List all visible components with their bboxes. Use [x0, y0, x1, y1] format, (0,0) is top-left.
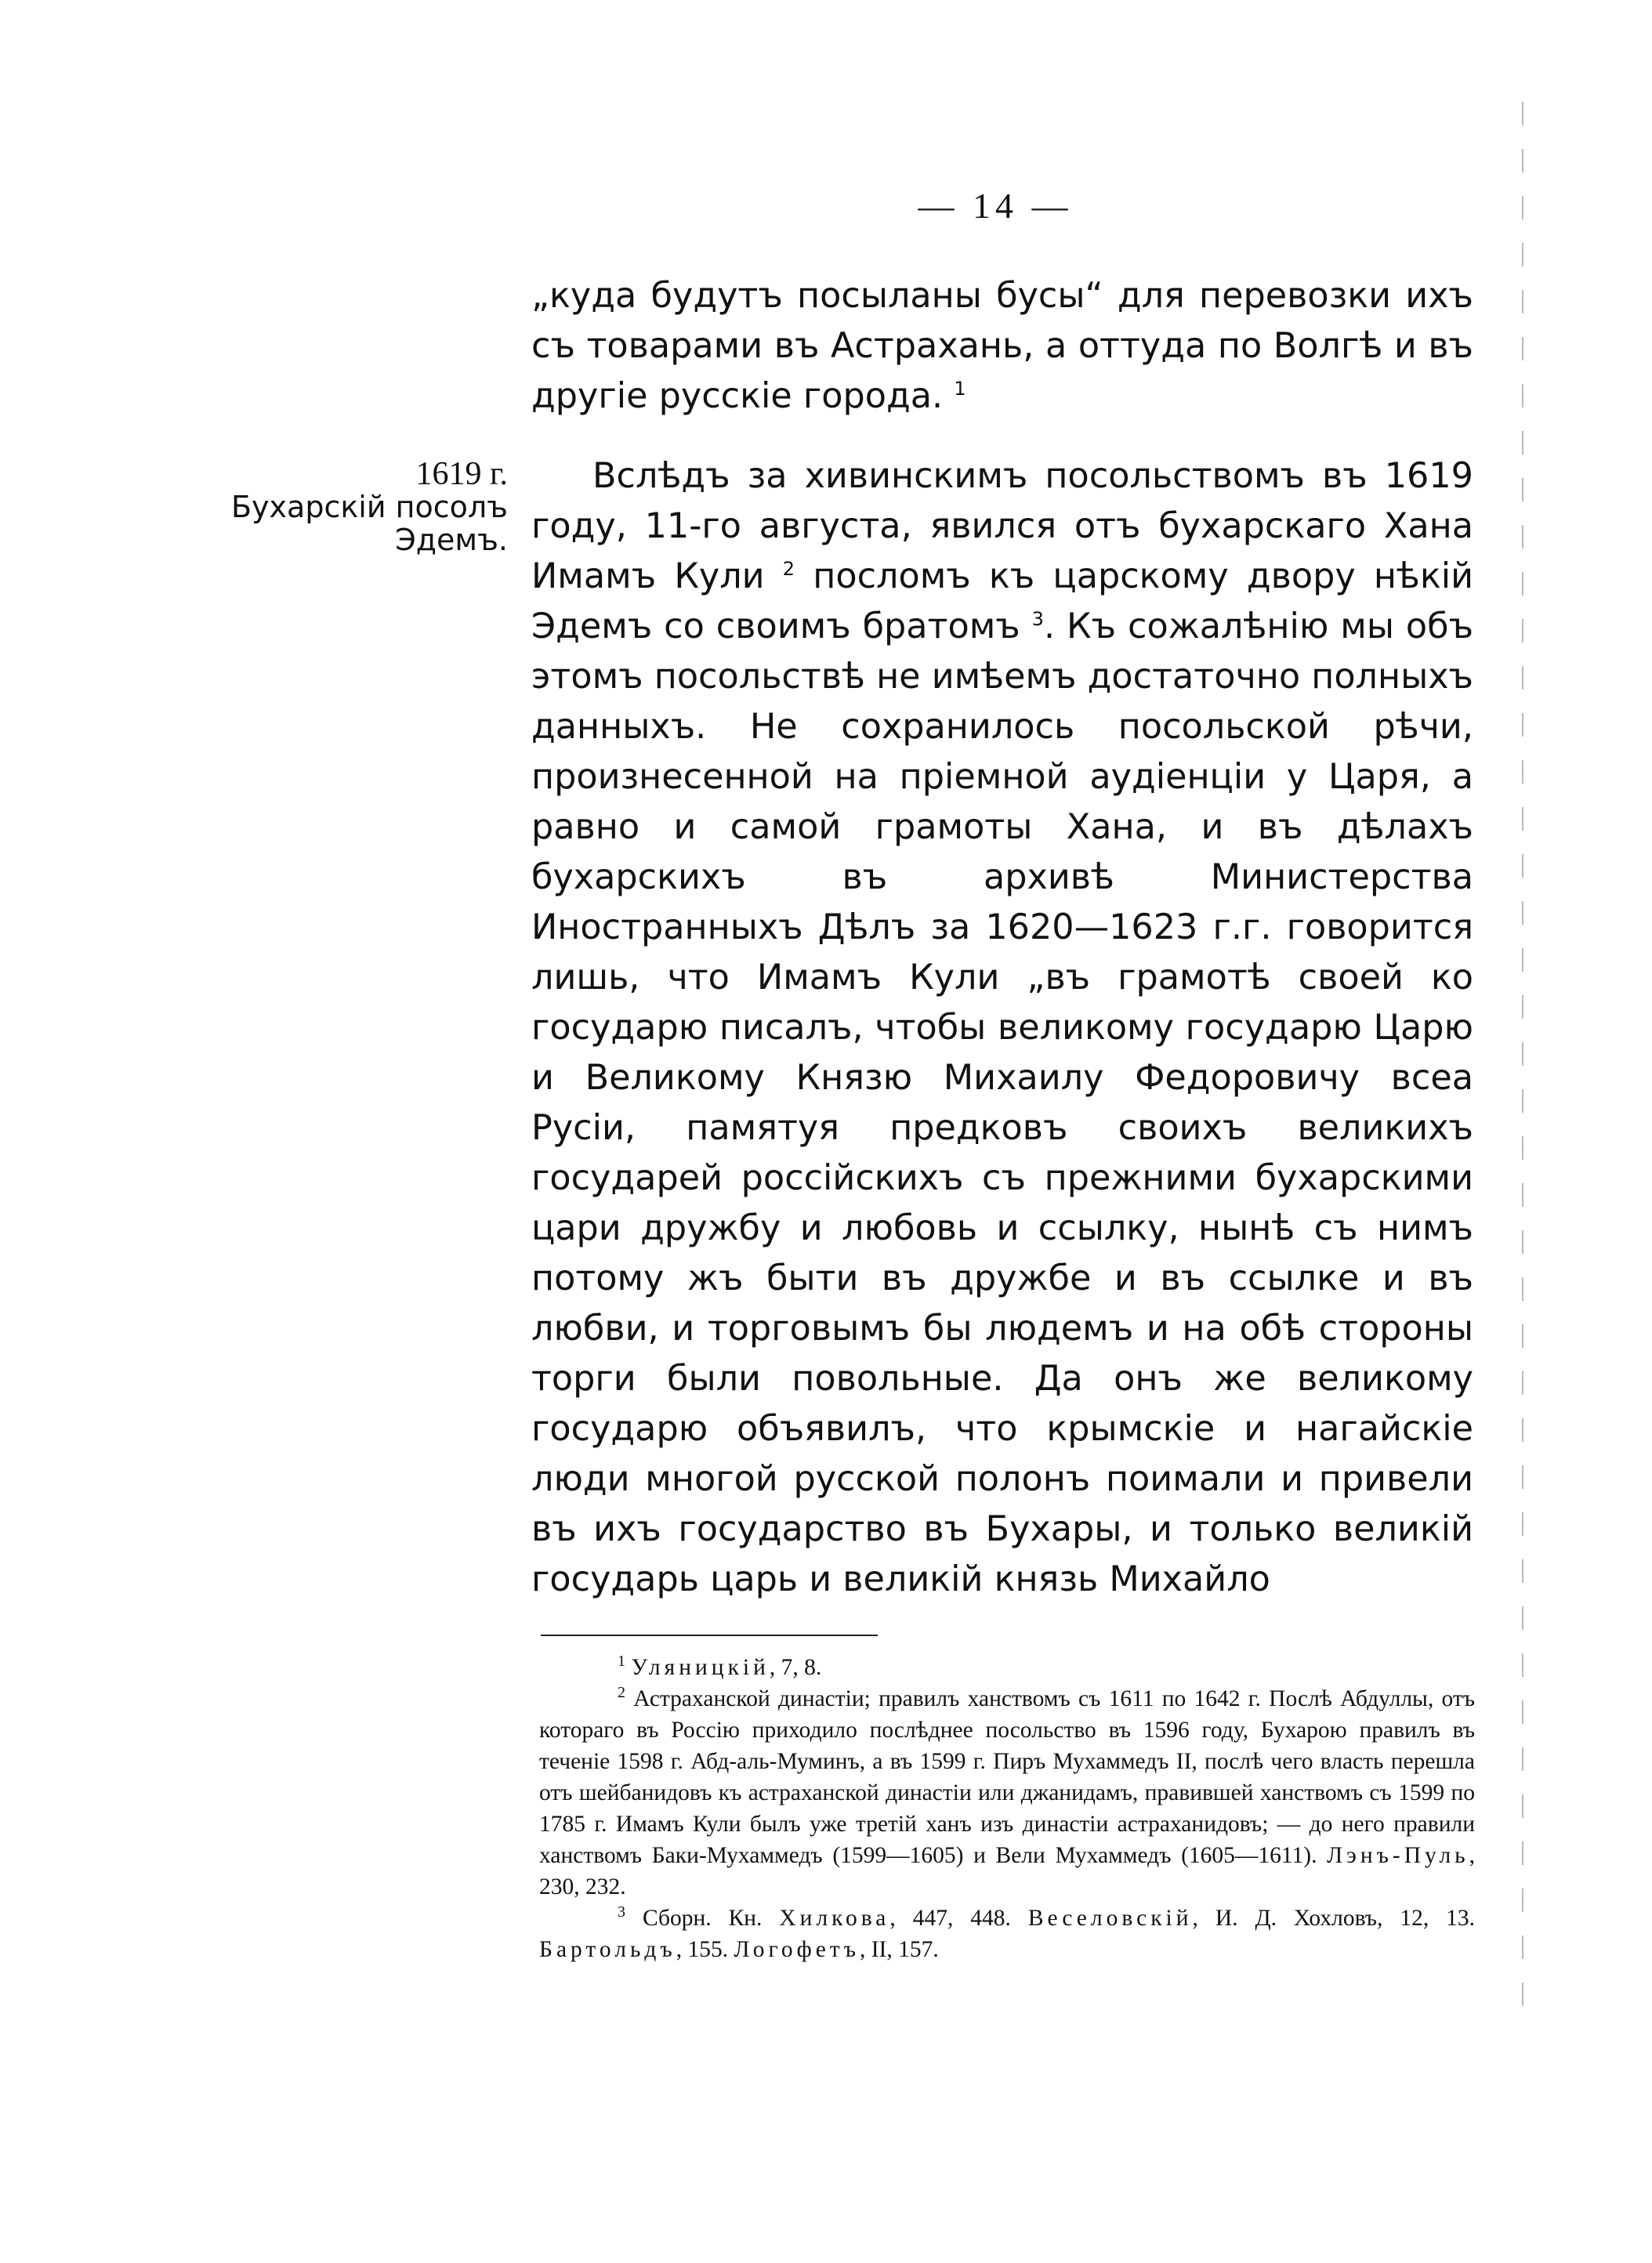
body-text-part1: Вслѣдъ за хивинскимъ посольствомъ въ 1619 году, 11-го августа, явился отъ бухарскаго Хана Имамъ Кули: [531, 456, 1473, 596]
footnote-2-author: Лэнъ-Пуль: [1327, 1843, 1469, 1868]
footnote-ref-1: 1: [954, 378, 966, 400]
footnote-3: [539, 1903, 1475, 1965]
footnote-1-num: 1: [618, 1653, 625, 1671]
footnote-separator: [541, 1635, 878, 1636]
footnote-2-rest: , 230, 232.: [539, 1843, 1475, 1899]
footnote-3-num: 3: [618, 1903, 625, 1921]
footnote-3-mid-d: , II, 157.: [859, 1937, 939, 1962]
footnote-3-mid-c: , 155.: [676, 1937, 729, 1962]
page-number: — 14 —: [918, 186, 1073, 226]
footnote-2-num: 2: [618, 1684, 625, 1702]
footnote-ref-3: 3: [1031, 608, 1044, 631]
footnote-ref-2: 2: [782, 558, 795, 581]
scan-edge-artifact: [1522, 102, 1523, 2029]
footnote-3-author-b: Веселовскій: [1027, 1906, 1193, 1931]
body-paragraph: [531, 451, 1473, 1605]
footnote-3-author-c: Бартольдъ: [539, 1937, 676, 1962]
margin-note-line1: Бухарскій посолъ: [230, 490, 508, 524]
footnote-2: [539, 1683, 1475, 1903]
footnote-1-author: Уляницкій: [631, 1655, 770, 1680]
footnote-3-author-d: Логофетъ: [734, 1937, 860, 1962]
margin-note: [202, 458, 508, 556]
footnote-3-mid-b: , И. Д. Хохловъ, 12, 13.: [1192, 1906, 1476, 1931]
footnote-1: [539, 1652, 1475, 1683]
body-text-part2: посломъ къ царскому двору нѣкій Эдемъ со своимъ братомъ: [531, 556, 1473, 646]
margin-note-year: 1619 г.: [415, 456, 508, 492]
footnote-2-text: Астраханской династіи; правилъ ханствомъ съ 1611 по 1642 г. Послѣ Абдуллы, отъ котораго въ Россію приходило послѣднее посольство въ 1596 году, Бухарою правилъ въ теченіе 1598 г. Абд-аль-Муминъ, а въ 1599 г. Пиръ Мухаммедъ II, послѣ чего власть перешла отъ шейбанидовъ къ астраханской династіи или джанидамъ, правившей ханствомъ съ 1599 по 1785 г. Имамъ Кули былъ уже третій ханъ изъ династіи астраханидовъ; — до него правили ханствомъ Баки-Мухаммедъ (1599—1605) и Вели Мухаммедъ (1605—1611).: [539, 1686, 1475, 1868]
footnotes: [539, 1652, 1475, 1965]
footnote-3-prefix: Сборн. Кн.: [642, 1906, 763, 1931]
top-paragraph-text: „куда будутъ посыланы бусы“ для перевозки ихъ съ товарами въ Астрахань, а оттуда по Волгѣ и въ другіе русскіе города.: [531, 276, 1473, 416]
body-text-part3: . Къ сожалѣнію мы объ этомъ посольствѣ не имѣемъ достаточно полныхъ данныхъ. Не сохранилось посольской рѣчи, произнесенной на пріемной аудіенціи у Царя, а равно и самой грамоты Хана, и въ дѣлахъ бухарскихъ въ архивѣ Министерства Иностранныхъ Дѣлъ за 1620—1623 г.г. говорится лишь, что Имамъ Кули „въ грамотѣ своей ко государю писалъ, чтобы великому государю Царю и Великому Князю Михаилу Федоровичу всеа Русіи, памятуя предковъ своихъ великихъ государей россійскихъ съ прежними бухарскими цари дружбу и любовь и ссылку, нынѣ съ нимъ потому жъ быти въ дружбе и въ ссылке и въ любви, и торговымъ бы людемъ и на обѣ стороны торги были повольные. Да онъ же великому государю объявилъ, что крымскіе и нагайскіе люди многой русской полонъ поимали и привели въ ихъ государство въ Бухары, и только великій государь царь и великій князь Михайло: [531, 606, 1474, 1599]
footnote-3-mid-a: , 447, 448.: [889, 1906, 1011, 1931]
footnote-1-rest: , 7, 8.: [769, 1655, 822, 1680]
footnote-3-author-a: Хилкова: [779, 1906, 890, 1931]
top-paragraph: [531, 271, 1473, 422]
margin-note-line2: Эдемъ.: [395, 523, 508, 557]
